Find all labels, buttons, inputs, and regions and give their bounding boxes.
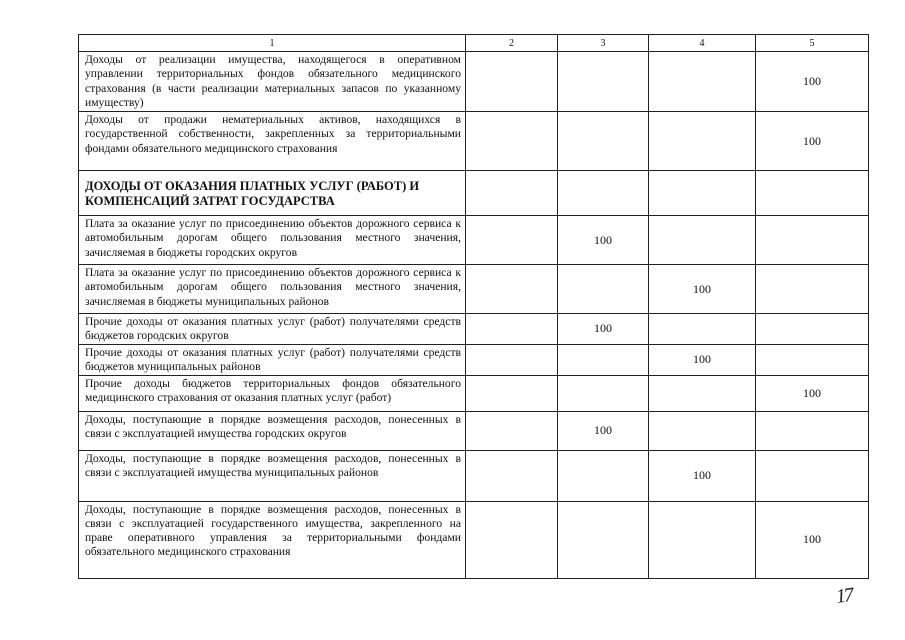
row-value-col-2: [466, 450, 558, 501]
header-col-1: 1: [79, 35, 466, 52]
row-value-col-3: 100: [558, 411, 649, 450]
row-value-col-2: [466, 411, 558, 450]
row-value-col-4: [649, 112, 756, 171]
row-description: Доходы, поступающие в порядке возмещения расходов, понесенных в связи с эксплуатацией государственного имущества, закрепленного на праве оперативного управления за территориальными фондами обязательного медицинского страхования: [79, 501, 466, 578]
row-value-col-5: [756, 411, 869, 450]
row-value-col-4: [649, 52, 756, 112]
row-description: Плата за оказание услуг по присоединению объектов дорожного сервиса к автомобильным дорогам общего пользования местного значения, зачисляемая в бюджеты городских округов: [79, 216, 466, 265]
row-value-col-4: 100: [649, 344, 756, 375]
table-row: [79, 216, 869, 265]
row-value-col-3: [558, 171, 649, 216]
row-value-col-2: [466, 52, 558, 112]
table-row: [79, 52, 869, 112]
row-description: Прочие доходы от оказания платных услуг (работ) получателями средств бюджетов городских округов: [79, 314, 466, 345]
row-value-col-4: 100: [649, 450, 756, 501]
header-col-2: 2: [466, 35, 558, 52]
row-value-col-5: [756, 216, 869, 265]
header-col-3: 3: [558, 35, 649, 52]
row-value-col-2: [466, 375, 558, 411]
header-col-4: 4: [649, 35, 756, 52]
row-value-col-5: [756, 171, 869, 216]
row-value-col-5: 100: [756, 52, 869, 112]
table-row: [79, 344, 869, 375]
row-value-col-2: [466, 501, 558, 578]
row-value-col-2: [466, 265, 558, 314]
revenue-table: [78, 34, 869, 579]
row-value-col-3: 100: [558, 216, 649, 265]
row-description: Доходы, поступающие в порядке возмещения расходов, понесенных в связи с эксплуатацией имущества городских округов: [79, 411, 466, 450]
row-value-col-3: [558, 501, 649, 578]
row-value-col-2: [466, 171, 558, 216]
row-value-col-5: 100: [756, 501, 869, 578]
row-description: Прочие доходы бюджетов территориальных фондов обязательного медицинского страхования от оказания платных услуг (работ): [79, 375, 466, 411]
row-description: Плата за оказание услуг по присоединению объектов дорожного сервиса к автомобильным дорогам общего пользования местного значения, зачисляемая в бюджеты муниципальных районов: [79, 265, 466, 314]
row-description: Доходы, поступающие в порядке возмещения расходов, понесенных в связи с эксплуатацией имущества муниципальных районов: [79, 450, 466, 501]
section-heading: ДОХОДЫ ОТ ОКАЗАНИЯ ПЛАТНЫХ УСЛУГ (РАБОТ) И КОМПЕНСАЦИЙ ЗАТРАТ ГОСУДАРСТВА: [79, 171, 466, 216]
row-value-col-3: [558, 450, 649, 501]
row-value-col-4: [649, 171, 756, 216]
row-description: Прочие доходы от оказания платных услуг (работ) получателями средств бюджетов муниципальных районов: [79, 344, 466, 375]
row-value-col-3: [558, 52, 649, 112]
header-col-5: 5: [756, 35, 869, 52]
table-row: [79, 375, 869, 411]
table-row: [79, 501, 869, 578]
row-value-col-4: 100: [649, 265, 756, 314]
row-description: Доходы от реализации имущества, находящегося в оперативном управлении территориальных фондов обязательного медицинского страхования (в части реализации материальных запасов по указанному имуществу): [79, 52, 466, 112]
table-row: [79, 112, 869, 171]
table-row: [79, 171, 869, 216]
row-value-col-4: [649, 411, 756, 450]
table-row: [79, 265, 869, 314]
row-value-col-2: [466, 344, 558, 375]
row-value-col-4: [649, 375, 756, 411]
row-value-col-2: [466, 216, 558, 265]
row-value-col-5: [756, 265, 869, 314]
row-value-col-4: [649, 314, 756, 345]
table-row: [79, 411, 869, 450]
row-value-col-5: [756, 450, 869, 501]
row-value-col-3: [558, 375, 649, 411]
table-row: [79, 314, 869, 345]
row-value-col-5: [756, 344, 869, 375]
row-value-col-5: 100: [756, 112, 869, 171]
table-body: [79, 52, 869, 579]
row-description: Доходы от продажи нематериальных активов, находящихся в государственной собственности, закрепленных за территориальными фондами обязательного медицинского страхования: [79, 112, 466, 171]
table-row: [79, 450, 869, 501]
table-header: [79, 35, 869, 52]
row-value-col-3: [558, 344, 649, 375]
row-value-col-3: 100: [558, 314, 649, 345]
page-number: 17: [834, 583, 854, 609]
row-value-col-5: [756, 314, 869, 345]
row-value-col-2: [466, 314, 558, 345]
row-value-col-4: [649, 501, 756, 578]
row-value-col-3: [558, 265, 649, 314]
row-value-col-2: [466, 112, 558, 171]
header-row: [79, 35, 869, 52]
row-value-col-5: 100: [756, 375, 869, 411]
row-value-col-4: [649, 216, 756, 265]
row-value-col-3: [558, 112, 649, 171]
